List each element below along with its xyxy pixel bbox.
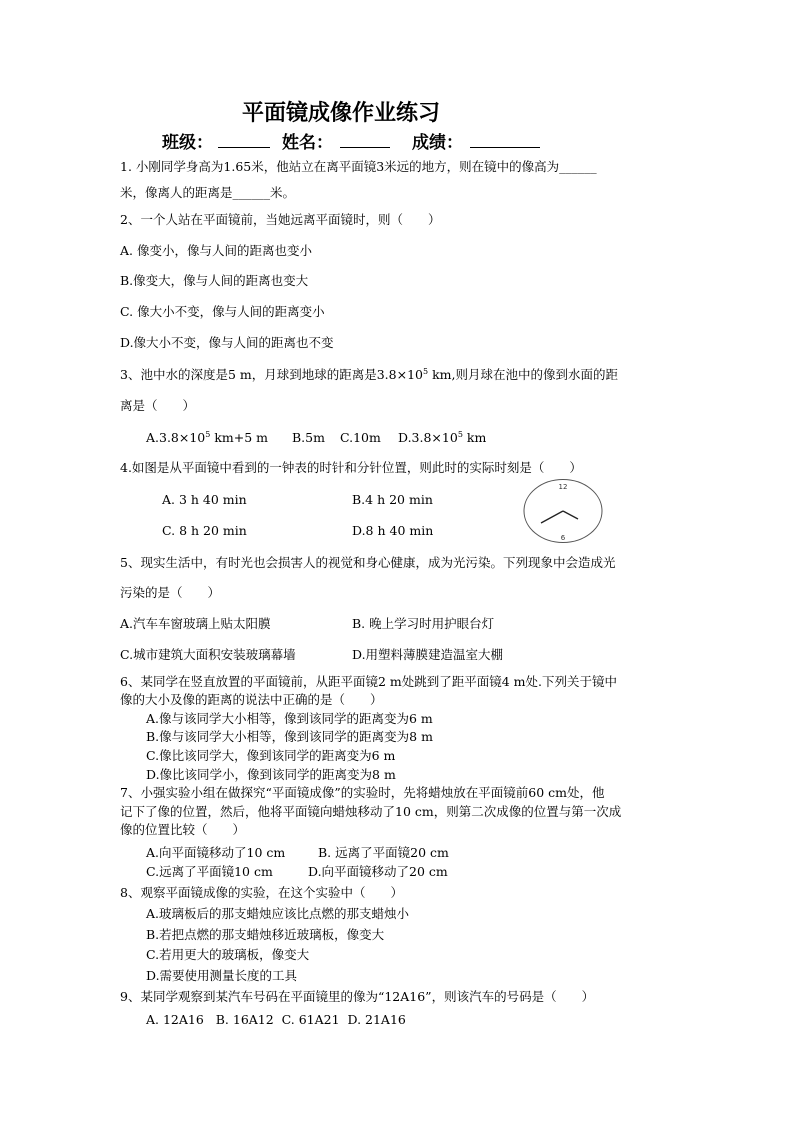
- class-blank[interactable]: [218, 128, 270, 148]
- q3-option-c: C.10m: [340, 430, 381, 445]
- name-label: 姓名：: [282, 133, 333, 153]
- q3-option-a: $A.3.8\times 10^5$ km+5 m: [146, 429, 269, 445]
- mirrored-clock-figure: [522, 478, 604, 544]
- q7-line1: 7、小强实验小组在做探究“平面镜成像”的实验时，先将蜡烛放在平面镜前60 cm处，他: [120, 785, 605, 800]
- q1-line1: 1. 小刚同学身高为1.65米，他站立在离平面镜3米远的地方，则在镜中的像高为______: [120, 159, 597, 174]
- q5-line1: 5、现实生活中，有时光也会损害人的视觉和身心健康，成为光污染。下列现象中会造成光: [120, 555, 616, 570]
- q9-stem: 9、某同学观察到某汽车号码在平面镜里的像为“12A16”，则该汽车的号码是（ ）: [120, 989, 595, 1004]
- q3-line2: 离是（ ）: [120, 398, 196, 413]
- q5-option-c: C.城市建筑大面积安装玻璃幕墙: [120, 647, 296, 662]
- q6-option-c: C.像比该同学大，像到该同学的距离变为6 m: [146, 748, 396, 763]
- q4-option-b: B.4 h 20 min: [352, 492, 433, 507]
- class-label: 班级：: [162, 133, 213, 153]
- q2-option-a: A. 像变小，像与人间的距离也变小: [120, 243, 312, 258]
- q4-option-d: D.8 h 40 min: [352, 523, 434, 538]
- q6-line1: 6、某同学在竖直放置的平面镜前，从距平面镜2 m处跳到了距平面镜4 m处.下列关于镜中: [120, 674, 617, 689]
- q5-option-d: D.用塑料薄膜建造温室大棚: [352, 647, 504, 662]
- q2-option-d: D.像大小不变，像与人间的距离也不变: [120, 335, 334, 350]
- q8-option-c: C.若用更大的玻璃板，像变大: [146, 947, 310, 962]
- q7-line3: 像的位置比较（ ）: [120, 822, 246, 837]
- q8-option-d: D.需要使用测量长度的工具: [146, 968, 298, 983]
- q5-option-b: B. 晚上学习时用护眼台灯: [352, 616, 495, 631]
- q9-options: A. 12A16 B. 16A12 C. 61A21 D. 21A16: [146, 1012, 406, 1027]
- q6-option-d: D.像比该同学小，像到该同学的距离变为8 m: [146, 767, 396, 782]
- q7-option-c: C.远离了平面镜10 cm: [146, 864, 273, 879]
- q5-line2: 污染的是（ ）: [120, 585, 221, 600]
- q8-option-b: B.若把点燃的那支蜡烛移近玻璃板，像变大: [146, 927, 385, 942]
- q4-option-a: A. 3 h 40 min: [162, 492, 247, 507]
- q7-option-d: D.向平面镜移动了20 cm: [308, 864, 448, 879]
- q7-option-b: B. 远离了平面镜20 cm: [318, 845, 449, 860]
- q7-line2: 记下了像的位置，然后，他将平面镜向蜡烛移动了10 cm，则第二次成像的位置与第一次成: [120, 804, 622, 819]
- q3-line1: 3、池中水的深度是5 m，月球到地球的距离是$3.8\times 10^5$ km,则月球在池中的像到水面的距: [120, 366, 618, 382]
- name-blank[interactable]: [340, 128, 390, 148]
- q1-line2: 米，像离人的距离是______米。: [120, 185, 296, 200]
- q7-option-a: A.向平面镜移动了10 cm: [146, 845, 286, 860]
- q3-option-b: B.5m: [292, 430, 325, 445]
- page-title: 平面镜成像作业练习: [242, 101, 441, 126]
- clock-top-label: 12: [558, 483, 568, 491]
- q6-line2: 像的大小及像的距离的说法中正确的是（ ）: [120, 692, 383, 707]
- q5-option-a: A.汽车车窗玻璃上贴太阳膜: [120, 616, 271, 631]
- q8-stem: 8、观察平面镜成像的实验，在这个实验中（ ）: [120, 885, 403, 900]
- q3-option-d: $D.3.8\times 10^5$ km: [398, 429, 487, 445]
- score-label: 成绩：: [412, 133, 463, 153]
- clock-bottom-label: 6: [560, 534, 566, 542]
- q6-option-b: B.像与该同学大小相等，像到该同学的距离变为8 m: [146, 729, 433, 744]
- q4-option-c: C. 8 h 20 min: [162, 523, 247, 538]
- q6-option-a: A.像与该同学大小相等，像到该同学的距离变为6 m: [146, 711, 433, 726]
- q2-option-b: B.像变大，像与人间的距离也变大: [120, 273, 309, 288]
- score-blank[interactable]: [470, 128, 540, 148]
- q2-option-c: C. 像大小不变，像与人间的距离变小: [120, 304, 325, 319]
- q4-stem: 4.如图是从平面镜中看到的一钟表的时针和分针位置，则此时的实际时刻是（ ）: [120, 460, 582, 475]
- q8-option-a: A.玻璃板后的那支蜡烛应该比点燃的那支蜡烛小: [146, 906, 410, 921]
- q2-stem: 2、一个人站在平面镜前，当她远离平面镜时，则（ ）: [120, 212, 441, 227]
